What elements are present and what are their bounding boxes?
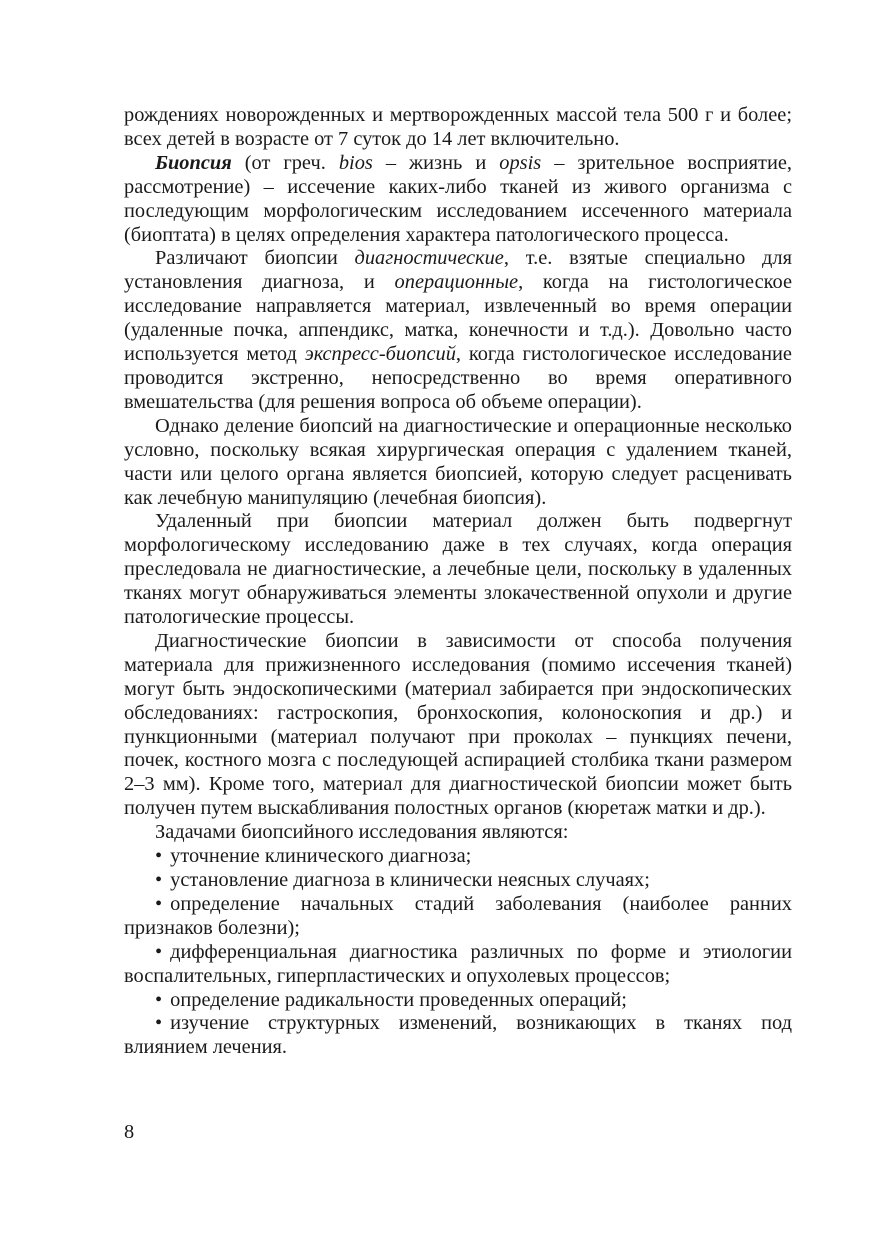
text-segment: , когда на гистологическое исследование направляется материал, извлеченный во время операции (удаленные почка, аппендикс, матка, конечности и т.д.). Довольно часто используется метод xyxy=(124,271,792,366)
bullet-marker: • xyxy=(155,845,163,868)
bullet-marker: • xyxy=(155,940,163,963)
bullet-marker: • xyxy=(155,988,163,1011)
paragraph-biopsy-definition xyxy=(124,152,792,248)
term-diagnostic: диагностические xyxy=(354,247,504,270)
term-biopsy: Биопсия xyxy=(155,151,232,174)
text-segment: (от греч. xyxy=(231,151,339,174)
page-body xyxy=(124,104,792,1060)
list-item-text: изучение структурных изменений, возникающих в тканях под влиянием лечения. xyxy=(124,1012,792,1059)
text-segment: Различают биопсии xyxy=(155,247,355,270)
bullet-marker: • xyxy=(155,892,163,915)
text-segment: , т.е. взятые специально для установления диагноза, и xyxy=(124,247,792,294)
list-item xyxy=(124,941,792,989)
list-item-text: определение начальных стадий заболевания (наиболее ранних признаков болезни); xyxy=(124,892,792,939)
list-item xyxy=(124,869,792,893)
list-item xyxy=(124,989,792,1013)
greek-word-opsis: opsis xyxy=(499,151,542,174)
list-item-text: уточнение клинического диагноза; xyxy=(170,845,472,868)
term-express-biopsy: экспресс-биопсий xyxy=(304,343,456,366)
list-item-text: дифференциальная диагностика различных по форме и этиологии воспалительных, гиперпластических и опухолевых процессов; xyxy=(124,940,792,987)
list-item-text: установление диагноза в клинически неясных случаях; xyxy=(170,869,650,891)
paragraph-biopsy-types xyxy=(124,247,792,414)
list-item xyxy=(124,1012,792,1060)
text-segment: , когда гистологическое исследование проводится экстренно, непосредственно во время оперативного вмешательства (для решения вопроса об объеме операции). xyxy=(124,343,792,413)
list-item xyxy=(124,893,792,941)
text-segment: – зрительное восприятие, рассмотрение) – иссечение каких-либо тканей из живого организма с последующим морфологическим исследованием иссеченного материала (биоптата) в целях определения характера патологического процесса. xyxy=(124,151,793,246)
list-item xyxy=(124,845,792,869)
list-item-text: определение радикальности проведенных операций; xyxy=(170,988,627,1011)
text-segment: – жизнь и xyxy=(372,151,500,174)
greek-word-bios: bios xyxy=(338,151,373,174)
paragraph-division-conditional: Однако деление биопсий на диагностические и операционные несколько условно, поскольку всякая хирургическая операция с удалением тканей, части или целого органа является биопсией, которую следует расценивать как лечебную манипуляцию (лечебная биопсия). xyxy=(124,414,792,509)
paragraph-removed-material: Удаленный при биопсии материал должен быть подвергнут морфологическому исследованию даже в тех случаях, когда операция преследовала не диагностические, а лечебные цели, поскольку в удаленных тканях могут обнаруживаться элементы злокачественной опухоли и другие патологические процессы. xyxy=(124,510,792,629)
page-number: 8 xyxy=(124,1121,135,1143)
paragraph-tasks-intro: Задачами биопсийного исследования являются: xyxy=(155,821,569,844)
paragraph-continuation: рождениях новорожденных и мертворожденных массой тела 500 г и более; всех детей в возрасте от 7 суток до 14 лет включительно. xyxy=(124,104,792,150)
paragraph-diagnostic-methods: Диагностические биопсии в зависимости от способа получения материала для прижизненного исследования (помимо иссечения тканей) могут быть эндоскопическими (материал забирается при эндоскопических обследованиях: гастроскопия, бронхоскопия, колоноскопия и др.) и пункционными (материал получают при проколах – пункциях печени, почек, костного мозга с последующей аспирацией столбика ткани размером 2–3 мм). Кроме того, материал для диагностической биопсии может быть получен путем выскабливания полостных органов (кюретаж матки и др.). xyxy=(124,629,792,820)
bullet-marker: • xyxy=(155,1012,163,1035)
bullet-marker: • xyxy=(155,869,163,891)
term-operational: операционные xyxy=(394,271,519,294)
